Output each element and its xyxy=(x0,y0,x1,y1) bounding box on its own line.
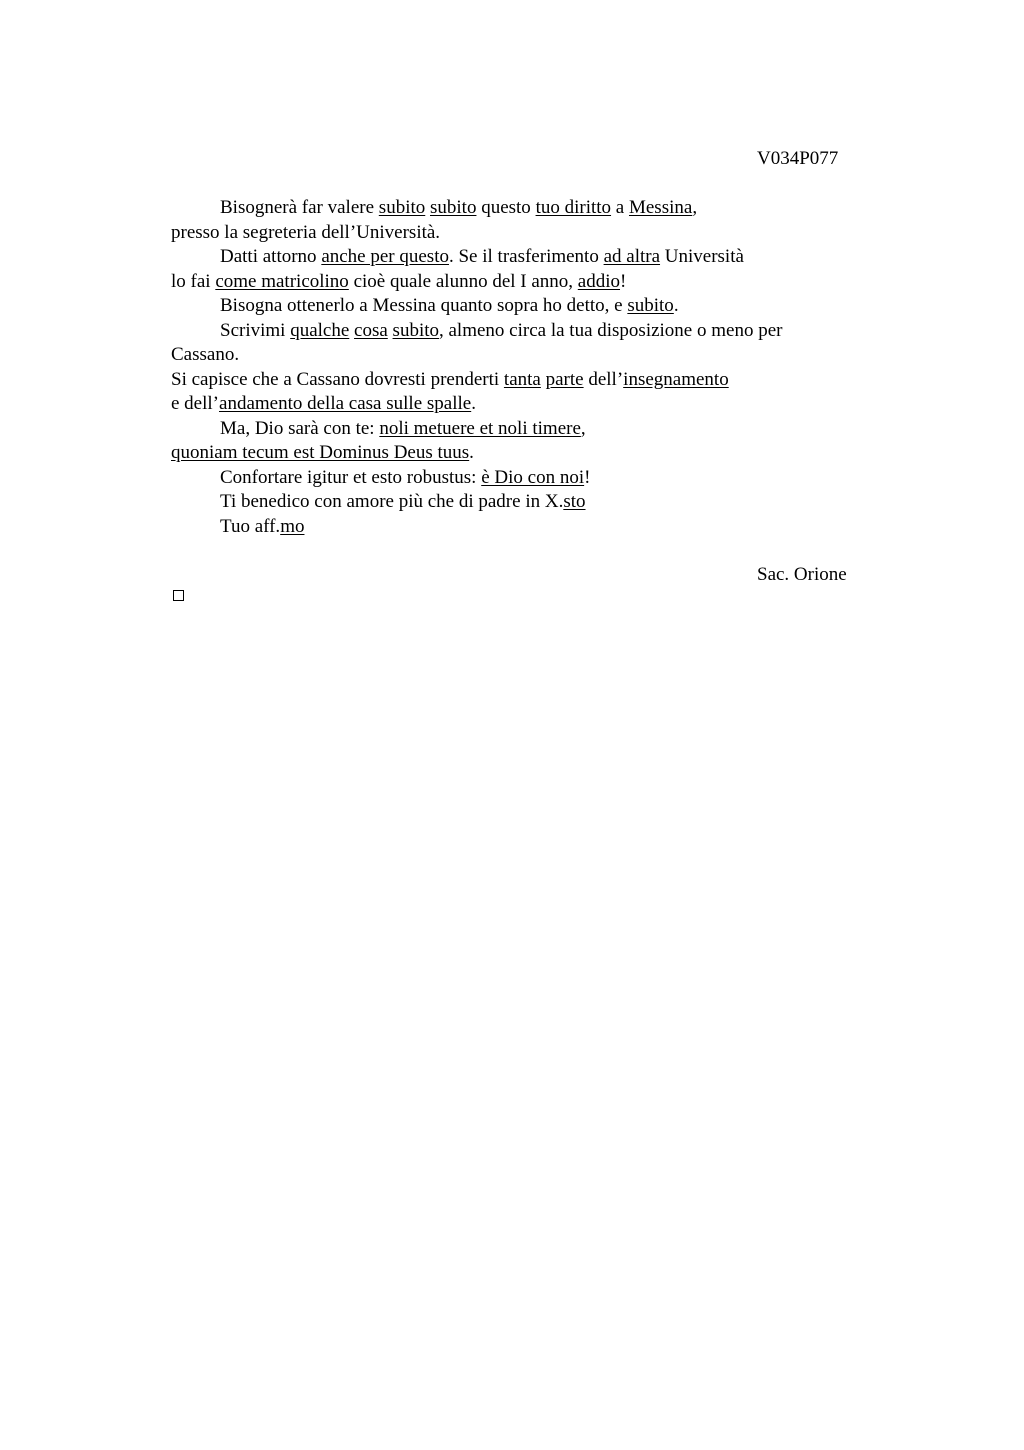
text-run: Bisogna ottenerlo a Messina quanto sopra ho detto, e xyxy=(220,295,628,316)
letter-line xyxy=(171,221,851,246)
text-run: lo fai xyxy=(171,270,216,292)
underlined-text: subito xyxy=(627,295,674,316)
text-run: ! xyxy=(620,270,627,292)
text-run: , xyxy=(580,417,586,439)
text-run: Università xyxy=(660,246,744,267)
underlined-text: è Dio con noi xyxy=(481,466,585,488)
underlined-text: noli metuere et noli timere xyxy=(379,417,581,439)
underlined-text: ad altra xyxy=(603,246,661,267)
underlined-text: Messina xyxy=(628,197,693,218)
underlined-text: subito xyxy=(378,197,426,218)
text-run: Tuo aff. xyxy=(220,515,281,537)
underlined-text: subito xyxy=(430,197,477,218)
underlined-text: anche per questo xyxy=(321,246,449,267)
text-run: a xyxy=(611,197,629,218)
text-run: cioè quale alunno del I anno, xyxy=(348,270,578,292)
letter-line xyxy=(171,196,851,221)
page-identifier: V034P077 xyxy=(757,148,839,169)
letter-body xyxy=(171,196,851,539)
text-run: . xyxy=(471,393,476,414)
letter-line xyxy=(171,417,851,442)
underlined-text: parte xyxy=(545,368,584,390)
underlined-text: insegnamento xyxy=(623,368,729,390)
letter-line xyxy=(171,294,851,319)
letter-line xyxy=(171,490,851,515)
letter-line xyxy=(171,515,851,540)
underlined-text: subito xyxy=(392,319,439,341)
text-run: dell’ xyxy=(583,368,624,390)
underlined-text: andamento della casa sulle spalle xyxy=(219,393,472,414)
underlined-text: tanta xyxy=(503,368,541,390)
text-run: Ti benedico con amore più che di padre in X. xyxy=(220,491,564,512)
text-run: e dell’ xyxy=(171,393,220,414)
letter-line xyxy=(171,441,851,466)
text-run: presso la segreteria dell’Università. xyxy=(171,221,441,243)
text-run: Datti attorno xyxy=(220,246,322,267)
text-run: Si capisce che a Cassano dovresti prenderti xyxy=(171,368,504,390)
text-run: . Se il trasferimento xyxy=(448,246,604,267)
underlined-text: come matricolino xyxy=(215,270,349,292)
text-run: Scrivimi xyxy=(220,319,291,341)
text-run: Confortare igitur et esto robustus: xyxy=(220,466,482,488)
text-run: Bisognerà far valere xyxy=(220,197,379,218)
text-run: Ma, Dio sarà con te: xyxy=(220,417,380,439)
text-run: ! xyxy=(584,466,591,488)
text-run: questo xyxy=(476,197,536,218)
text-run: , xyxy=(692,197,698,218)
text-run: , almeno circa la tua disposizione o meno per xyxy=(439,319,783,341)
letter-line xyxy=(171,466,851,491)
underlined-text: sto xyxy=(563,491,586,512)
underlined-text: mo xyxy=(280,515,305,537)
text-run: . xyxy=(469,442,474,463)
signature: Sac. Orione xyxy=(757,564,847,585)
letter-line xyxy=(171,245,851,270)
underlined-text: addio xyxy=(577,270,621,292)
letter-line xyxy=(171,392,851,417)
letter-line xyxy=(171,319,851,344)
letter-line xyxy=(171,270,851,295)
underlined-text: cosa xyxy=(354,319,388,341)
text-run: Cassano. xyxy=(171,344,240,365)
end-marker-box xyxy=(173,590,184,601)
underlined-text: quoniam tecum est Dominus Deus tuus xyxy=(171,442,470,463)
underlined-text: qualche xyxy=(290,319,350,341)
text-run: . xyxy=(673,295,679,316)
letter-line xyxy=(171,343,851,368)
underlined-text: tuo diritto xyxy=(535,197,612,218)
letter-line xyxy=(171,368,851,393)
